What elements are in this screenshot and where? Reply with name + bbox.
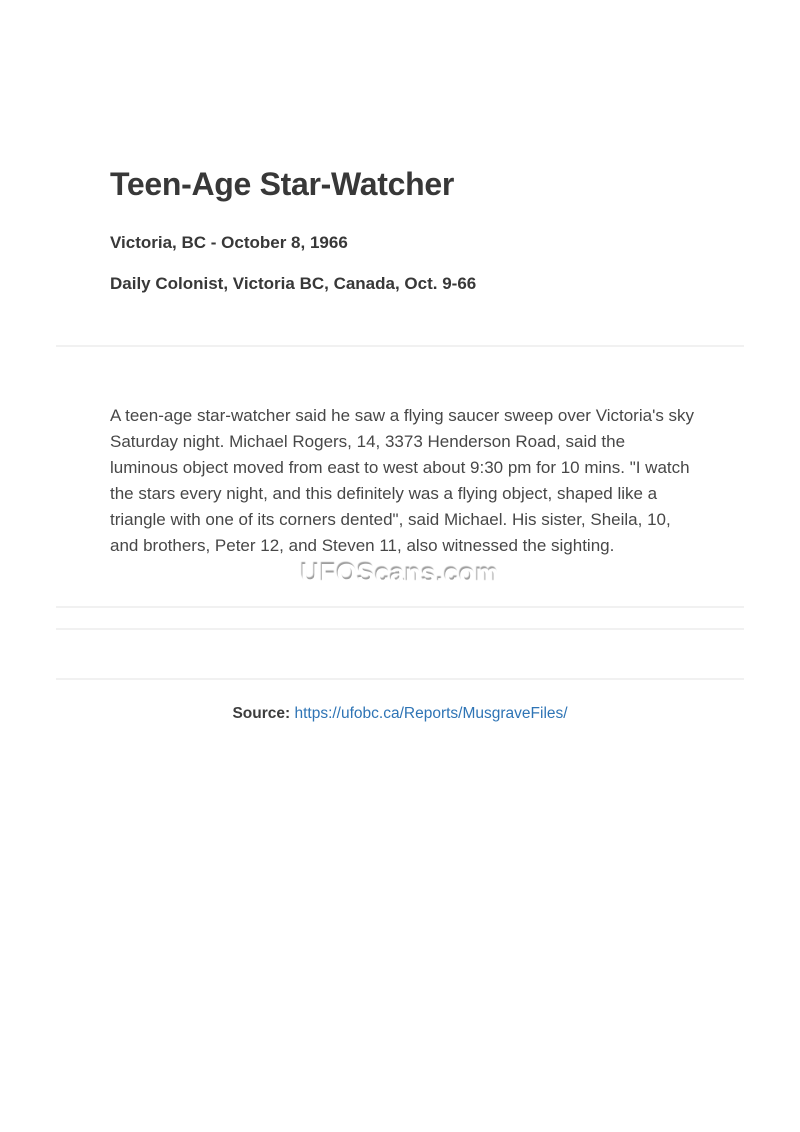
watermark: UFOScans.com xyxy=(300,558,500,588)
divider xyxy=(56,678,744,680)
dateline: Victoria, BC - October 8, 1966 xyxy=(110,233,348,252)
article-body: A teen-age star-watcher said he saw a flying saucer sweep over Victoria's sky Saturday night. Michael Rogers, 14, 3373 Henderson Road, said the luminous object moved from east to west about 9:30 pm for 10 mins. "I watch the stars every night, and this definitely was a flying object, shaped like a triangle with one of its corners dented", said Michael. His sister, Sheila, 10, and brothers, Peter 12, and Steven 11, also witnessed the sighting. xyxy=(110,406,695,555)
source-line xyxy=(0,704,800,724)
divider xyxy=(56,628,744,630)
source-label: Source: xyxy=(232,705,291,722)
source-link[interactable]: https://ufobc.ca/Reports/MusgraveFiles/ xyxy=(294,705,568,722)
publication-line: Daily Colonist, Victoria BC, Canada, Oct. 9-66 xyxy=(110,274,477,293)
divider xyxy=(56,606,744,608)
divider xyxy=(56,345,744,347)
page-title: Teen-Age Star-Watcher xyxy=(110,166,454,202)
